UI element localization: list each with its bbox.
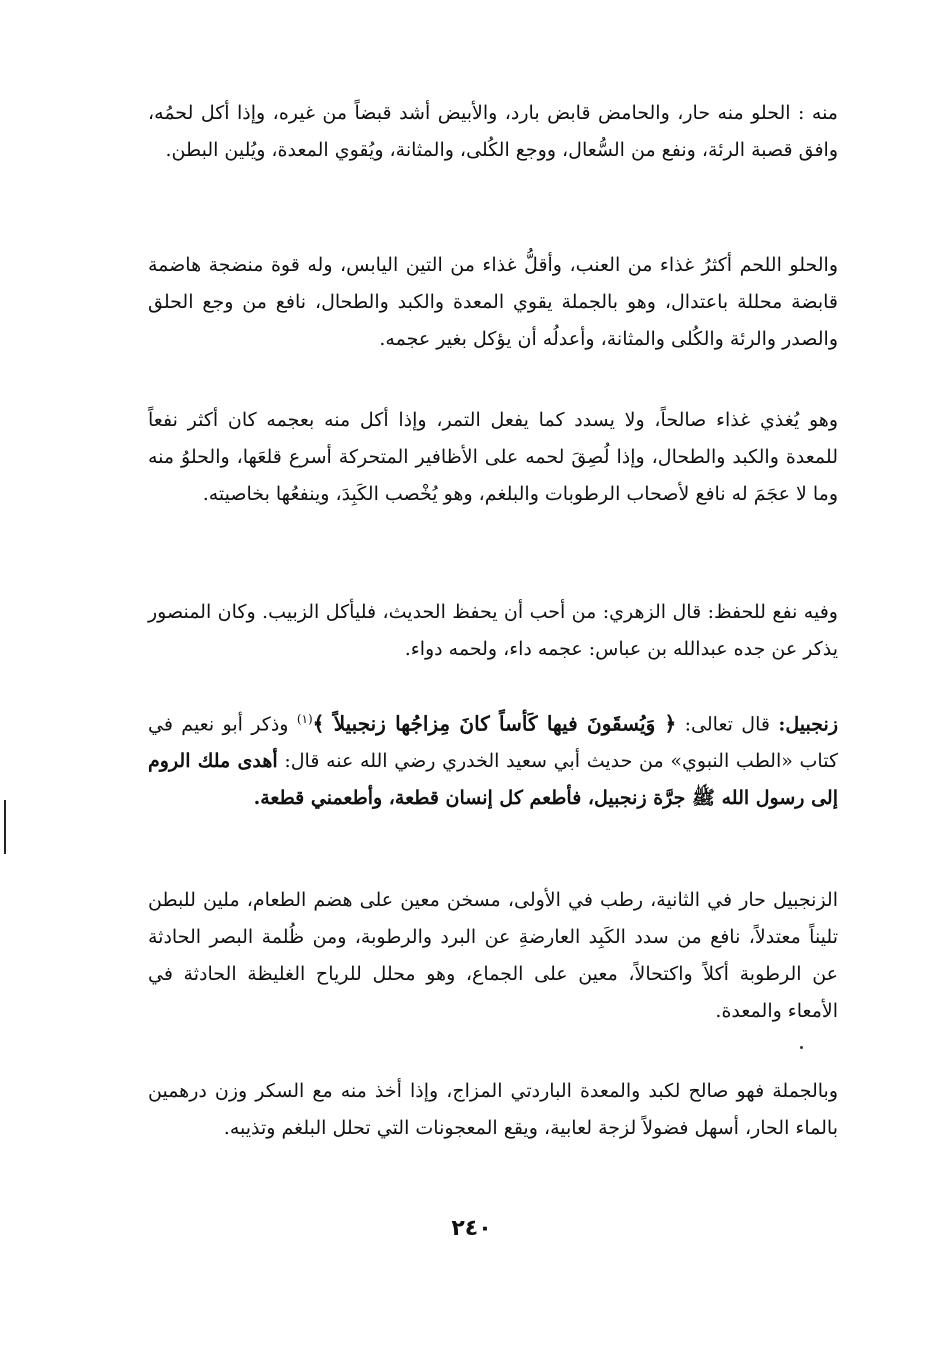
paragraph-6: الزنجبيل حار في الثانية، رطب في الأولى، مسخن معين على هضم الطعام، ملين للبطن تليناً معتدلاً، نافع من سدد الكَبِد العارضةِ عن البرد والرطوبة، ومن ظُلمة البصر الحادثة عن الرطوبة أكلاً واكتحالاً، معين على الجماع، وهو محلل للرياح الغليظة الحادثة في الأمعاء والمعدة.: [148, 889, 838, 1022]
page-number: ٢٤٠: [451, 1216, 492, 1241]
paragraph-ginger: [148, 701, 838, 817]
verse-intro: قال تعالى:: [684, 713, 770, 736]
narration-text: وذكر أبو نعيم في كتاب «الطب النبوي» من حديث أبي سعيد الخدري رضي الله عنه قال:: [148, 713, 838, 773]
hadith-text: أهدى ملك الروم إلى رسول الله ﷺ جرَّة زنجبيل، فأطعم كل إنسان قطعة، وأطعمني قطعة.: [148, 750, 838, 810]
paragraph-2: والحلو اللحم أكثرُ غذاء من العنب، وأقلُّ غذاء من التين اليابس، وله قوة منضجة هاضمة قابضة محللة باعتدال، وهو بالجملة يقوي المعدة والكبد والطحال، نافع من وجع الحلق والصدر والرئة والكُلى والمثانة، وأعدلُه أن يؤكل بغير عجمه.: [148, 254, 838, 350]
entry-term: زنجبيل:: [778, 713, 838, 736]
paragraph-4: وفيه نفع للحفظ: قال الزهري: من أحب أن يحفظ الحديث، فليأكل الزبيب. وكان المنصور يذكر عن جده عبدالله بن عباس: عجمه داء، ولحمه دواء.: [148, 601, 838, 660]
paragraph-3: وهو يُغذي غذاء صالحاً، ولا يسدد كما يفعل التمر، وإذا أكل منه بعجمه كان أكثر نفعاً للمعدة والكبد والطحال، وإذا لُصِقَ لحمه على الأظافير المتحركة أسرع قلعَها، والحلوُ منه وما لا عجَمَ له نافع لأصحاب الرطوبات والبلغم، وهو يُخْصب الكَبِدَ، وينفعُها بخاصيته.: [148, 409, 838, 505]
paragraph-7: وبالجملة فهو صالح لكبد والمعدة الباردتي المزاج، وإذا أخذ منه مع السكر وزن درهمين بالماء الحار، أسهل فضولاً لزجة لعابية، ويقع المعجونات التي تحلل البلغم وتذيبه.: [148, 1080, 838, 1139]
margin-mark: [4, 800, 6, 854]
paragraph-1: منه : الحلو منه حار، والحامض قابض بارد، والأبيض أشد قبضاً من غيره، وإذا أكل لحمُه، وافق قصبة الرئة، ونفع من السُّعال، ووجع الكُلى، والمثانة، ويُقوي المعدة، ويُلين البطن.: [148, 102, 838, 161]
ink-dot: [800, 1046, 803, 1049]
quran-verse: ﴿ وَيُسقَونَ فيها كَأساً كانَ مِزاجُها زنجبيلاً ﴾: [312, 711, 677, 736]
footnote-marker: (١): [296, 712, 313, 726]
